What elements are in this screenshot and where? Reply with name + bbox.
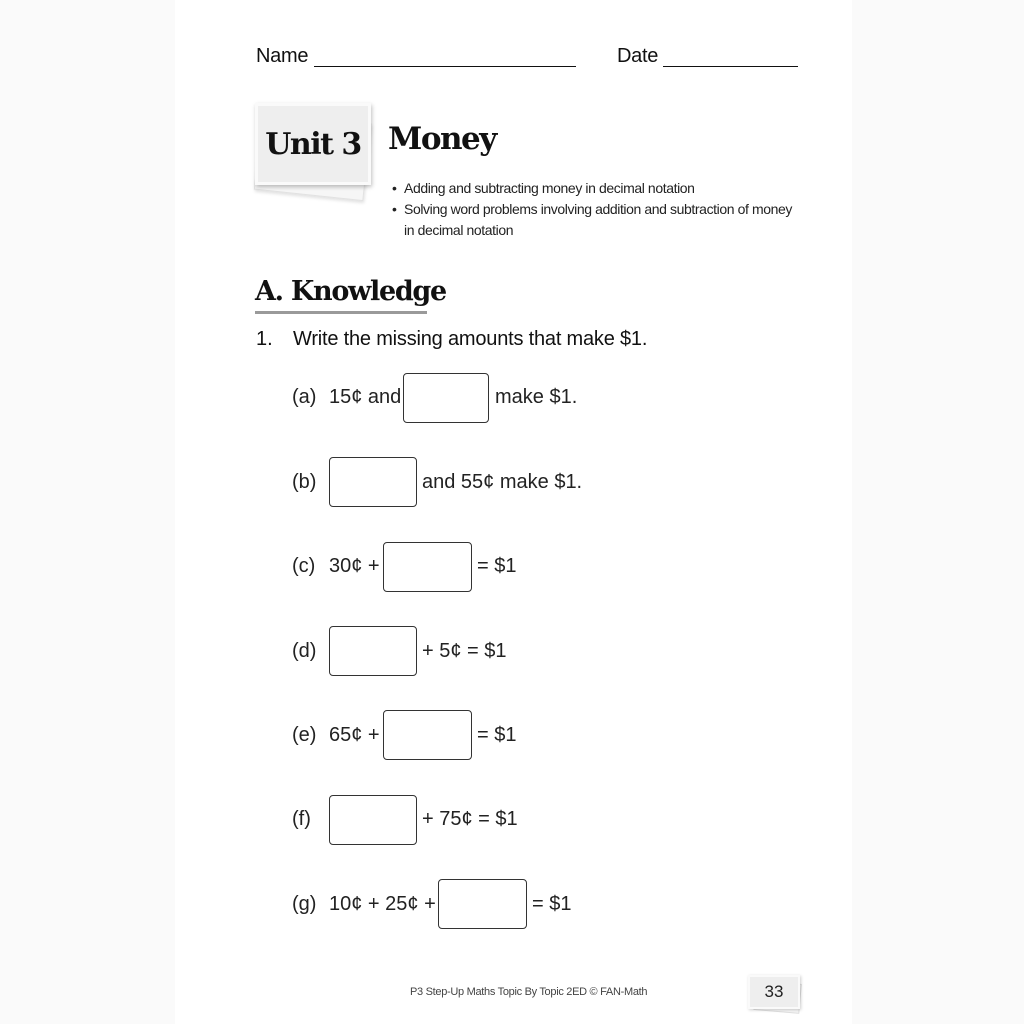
item-c-label: (c) bbox=[292, 555, 316, 577]
item-d-label: (d) bbox=[292, 640, 317, 662]
item-d-answer-box[interactable] bbox=[329, 626, 417, 676]
item-a-label: (a) bbox=[292, 386, 317, 408]
objective-item: • Solving word problems involving addition and subtraction of money in decimal notation bbox=[392, 199, 822, 241]
item-d-suffix: + 5¢ = $1 bbox=[422, 640, 507, 662]
item-f-answer-box[interactable] bbox=[329, 795, 417, 845]
question-text: Write the missing amounts that make $1. bbox=[293, 328, 648, 350]
page-number: 33 bbox=[764, 982, 784, 1001]
item-e-answer-box[interactable] bbox=[383, 710, 472, 760]
objective-item: • Adding and subtracting money in decimal notation bbox=[392, 178, 822, 199]
name-label: Name bbox=[256, 45, 309, 67]
item-e-prefix: 65¢ + bbox=[329, 724, 380, 746]
bullet-icon: • bbox=[392, 201, 397, 217]
item-f-suffix: + 75¢ = $1 bbox=[422, 808, 518, 830]
question-number: 1. bbox=[256, 328, 273, 350]
unit-badge-label: Unit 3 bbox=[265, 126, 361, 162]
item-c-answer-box[interactable] bbox=[383, 542, 472, 592]
unit-badge bbox=[255, 103, 371, 185]
item-a-suffix: make $1. bbox=[495, 386, 578, 408]
section-title: A. Knowledge bbox=[255, 276, 446, 307]
unit-title: Money bbox=[388, 121, 496, 157]
bullet-icon: • bbox=[392, 180, 397, 196]
item-f-label: (f) bbox=[292, 808, 311, 830]
page-margin-right bbox=[852, 0, 1024, 1024]
item-b-suffix: and 55¢ make $1. bbox=[422, 471, 583, 493]
page-number-badge bbox=[748, 975, 800, 1009]
item-e-label: (e) bbox=[292, 724, 317, 746]
footer-credit: P3 Step-Up Maths Topic By Topic 2ED © FAN-Math bbox=[410, 986, 648, 998]
item-g-answer-box[interactable] bbox=[438, 879, 527, 929]
item-c-suffix: = $1 bbox=[477, 555, 517, 577]
name-field[interactable] bbox=[314, 66, 576, 67]
item-e-suffix: = $1 bbox=[477, 724, 517, 746]
date-label: Date bbox=[617, 45, 659, 67]
item-a-prefix: 15¢ and bbox=[329, 386, 402, 408]
page-margin-left bbox=[0, 0, 175, 1024]
section-underline bbox=[255, 311, 427, 314]
item-b-answer-box[interactable] bbox=[329, 457, 417, 507]
item-a-answer-box[interactable] bbox=[403, 373, 489, 423]
date-field[interactable] bbox=[663, 66, 798, 67]
item-g-prefix: 10¢ + 25¢ + bbox=[329, 893, 436, 915]
item-b-label: (b) bbox=[292, 471, 317, 493]
item-g-suffix: = $1 bbox=[532, 893, 572, 915]
objectives-list bbox=[392, 178, 822, 241]
item-g-label: (g) bbox=[292, 893, 317, 915]
item-c-prefix: 30¢ + bbox=[329, 555, 380, 577]
